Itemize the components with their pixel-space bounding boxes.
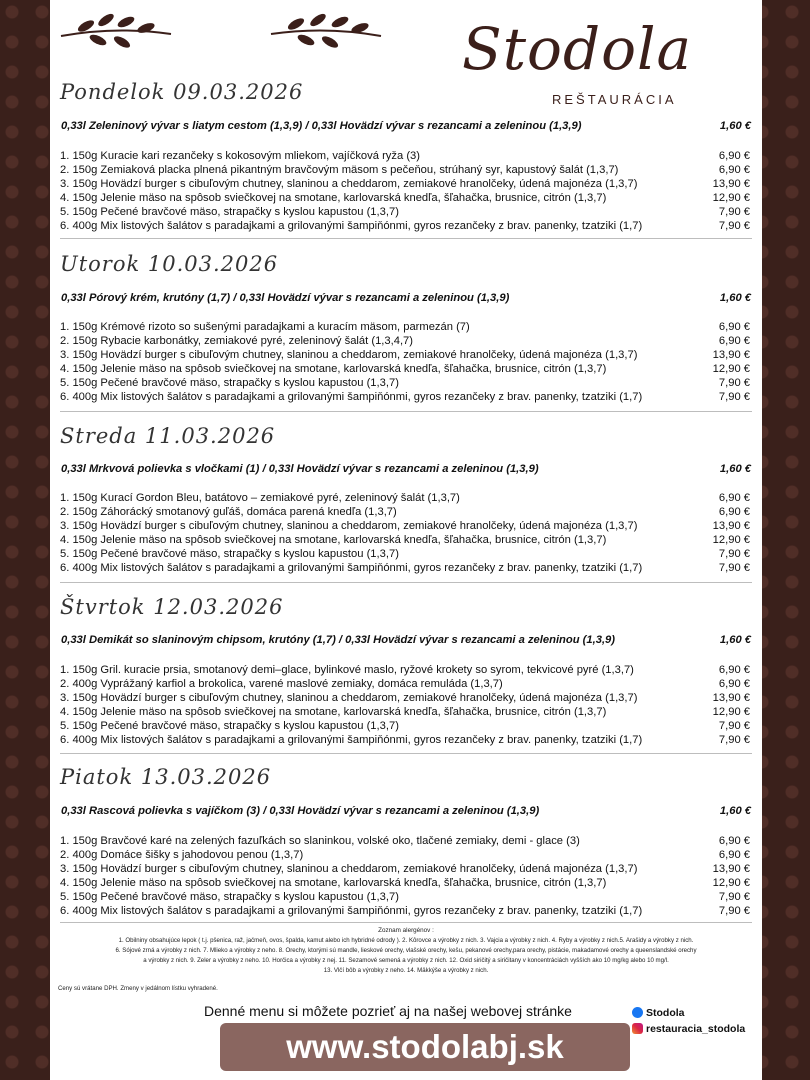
soup-price: 1,60 € [719,292,751,304]
dish-item: 3. 150g Hovädzí burger s cibuľovým chutney, slaninou a cheddarom, zemiakové hranolčeky, údená majonéza (1,3,7) 13,90 € [60,863,750,875]
dish-item: 1. 150g Bravčové karé na zelených fazuľkách so slaninkou, volské oko, tlačené zemiaky, demi - glace (3) 6,90 € [60,835,750,847]
instagram-link[interactable]: restauracia_stodola [632,1023,745,1035]
soup-line [61,805,751,817]
dish-item: 4. 150g Jelenie mäso na spôsob sviečkovej na smotane, karlovarská knedľa, šľahačka, brusnice, citrón (1,3,7) 12,90 € [60,363,750,375]
dish-item: 1. 150g Gril. kuracie prsia, smotanový demi–glace, bylinkové maslo, ryžové krokety so syrom, tekvicové pyré (1,3,7) 6,90 € [60,664,750,676]
day-heading: Streda 11.03.2026 [60,424,276,448]
dish-list [60,491,750,575]
day-heading: Pondelok 09.03.2026 [60,80,304,104]
dish-item: 2. 150g Zemiaková placka plnená pikantným bravčovým mäsom s pečeňou, strúhaný syr, kapustový šalát (1,3,7) 6,90 € [60,164,750,176]
allergen-line: 6. Sójové zrná a výrobky z nich. 7. Mlieko a výrobky z neho. 8. Orechy, ktorými sú mandle, lieskové orechy, vlašské orechy, kešu, pekanové orechy,para orechy, pistácie, makadamové orechy a queenslandské orechy [115,947,697,954]
instagram-icon [632,1023,643,1034]
facebook-link[interactable]: Stodola [632,1007,685,1019]
soup-text: 0,33l Zeleninový vývar s liatym cestom (1,3,9) / 0,33l Hovädzí vývar s rezancami a zeleninou (1,3,9) [61,120,582,132]
brand-subtitle: REŠTAURÁCIA [552,92,677,107]
day-heading: Utorok 10.03.2026 [60,252,279,276]
allergen-title: Zoznam alergénov : [378,927,434,934]
dish-item: 2. 150g Záhorácký smotanový guľáš, domáca parená knedľa (1,3,7) 6,90 € [60,506,750,518]
soup-text: 0,33l Rascová polievka s vajíčkom (3) / 0,33l Hovädzí vývar s rezancami a zeleninou (1,3,9) [61,805,540,817]
soup-line [61,463,751,475]
dish-item: 6. 400g Mix listových šalátov s paradajkami a grilovanými šampiňónmi, gyros rezančeky z brav. panenky, tzatziki (1,7) 7,90 € [60,734,750,746]
allergen-list [54,926,758,976]
dish-item: 4. 150g Jelenie mäso na spôsob sviečkovej na smotane, karlovarská knedľa, šľahačka, brusnice, citrón (1,3,7) 12,90 € [60,534,750,546]
soup-line [61,292,751,304]
section-divider [60,411,752,412]
leaf-branch-icon [56,6,176,56]
dish-item: 4. 150g Jelenie mäso na spôsob sviečkovej na smotane, karlovarská knedľa, šľahačka, brusnice, citrón (1,3,7) 12,90 € [60,706,750,718]
dish-item: 1. 150g Krémové rizoto so sušenými paradajkami a kuracím mäsom, parmezán (7) 6,90 € [60,321,750,333]
leaf-branch-icon [266,6,386,56]
brand-logo: Stodola [462,15,693,83]
dish-item: 5. 150g Pečené bravčové mäso, strapačky s kyslou kapustou (1,3,7) 7,90 € [60,548,750,560]
dish-item: 3. 150g Hovädzí burger s cibuľovým chutney, slaninou a cheddarom, zemiakové hranolčeky, údená majonéza (1,3,7) 13,90 € [60,692,750,704]
dish-item: 6. 400g Mix listových šalátov s paradajkami a grilovanými šampiňónmi, gyros rezančeky z brav. panenky, tzatziki (1,7) 7,90 € [60,220,750,232]
dish-item: 3. 150g Hovädzí burger s cibuľovým chutney, slaninou a cheddarom, zemiakové hranolčeky, údená majonéza (1,3,7) 13,90 € [60,520,750,532]
facebook-icon [632,1007,643,1018]
section-divider [60,922,752,923]
allergen-line: 13. Vlčí bôb a výrobky z neho. 14. Mäkkýše a výrobky z nich. [323,967,489,974]
section-divider [60,582,752,583]
dish-item: 3. 150g Hovädzí burger s cibuľovým chutney, slaninou a cheddarom, zemiakové hranolčeky, údená majonéza (1,3,7) 13,90 € [60,349,750,361]
dish-list [60,663,750,747]
section-divider [60,753,752,754]
website-link[interactable]: www.stodolabj.sk [220,1023,630,1071]
dish-item: 4. 150g Jelenie mäso na spôsob sviečkovej na smotane, karlovarská knedľa, šľahačka, brusnice, citrón (1,3,7) 12,90 € [60,192,750,204]
day-heading: Piatok 13.03.2026 [60,765,272,789]
dish-item: 3. 150g Hovädzí burger s cibuľovým chutney, slaninou a cheddarom, zemiakové hranolčeky, údená majonéza (1,3,7) 13,90 € [60,178,750,190]
section-divider [60,238,752,239]
soup-price: 1,60 € [719,805,751,817]
dish-item: 4. 150g Jelenie mäso na spôsob sviečkovej na smotane, karlovarská knedľa, šľahačka, brusnice, citrón (1,3,7) 12,90 € [60,877,750,889]
dish-item: 6. 400g Mix listových šalátov s paradajkami a grilovanými šampiňónmi, gyros rezančeky z brav. panenky, tzatziki (1,7) 7,90 € [60,391,750,403]
prices-note: Ceny sú vrátane DPH. Zmeny v jedálnom lístku vyhradené. [58,985,218,992]
dish-list [60,149,750,233]
dish-list [60,320,750,404]
dish-item: 5. 150g Pečené bravčové mäso, strapačky s kyslou kapustou (1,3,7) 7,90 € [60,720,750,732]
dish-item: 2. 400g Vyprážaný karfiol a brokolica, varené maslové zemiaky, domáca remuláda (1,3,7) 6,90 € [60,678,750,690]
soup-price: 1,60 € [719,463,751,475]
dish-item: 6. 400g Mix listových šalátov s paradajkami a grilovanými šampiňónmi, gyros rezančeky z brav. panenky, tzatziki (1,7) 7,90 € [60,562,750,574]
soup-line [61,634,751,646]
soup-line [61,120,751,132]
soup-price: 1,60 € [719,634,751,646]
allergen-line: a výrobky z nich. 9. Zeler a výrobky z neho. 10. Horčica a výrobky z nej. 11. Sezamové semená a výrobky z nich. 12. Oxid siričitý a siričitany v koncentráciách vyšších ako 10 mg/kg alebo 10 mg/l. [143,957,669,964]
day-heading: Štvrtok 12.03.2026 [60,595,284,619]
dish-item: 5. 150g Pečené bravčové mäso, strapačky s kyslou kapustou (1,3,7) 7,90 € [60,206,750,218]
dish-item: 1. 150g Kuracie kari rezančeky s kokosovým mliekom, vajíčková ryža (3) 6,90 € [60,150,750,162]
dish-list [60,834,750,918]
dish-item: 2. 400g Domáce šišky s jahodovou penou (1,3,7) 6,90 € [60,849,750,861]
dish-item: 5. 150g Pečené bravčové mäso, strapačky s kyslou kapustou (1,3,7) 7,90 € [60,377,750,389]
soup-text: 0,33l Pórový krém, krutóny (1,7) / 0,33l Hovädzí vývar s rezancami a zeleninou (1,3,9) [61,292,510,304]
dish-item: 5. 150g Pečené bravčové mäso, strapačky s kyslou kapustou (1,3,7) 7,90 € [60,891,750,903]
dish-item: 1. 150g Kurací Gordon Bleu, batátovo – zemiakové pyré, zeleninový šalát (1,3,7) 6,90 € [60,492,750,504]
soup-text: 0,33l Mrkvová polievka s vločkami (1) / 0,33l Hovädzí vývar s rezancami a zeleninou (1,3,9) [61,463,539,475]
web-note: Denné menu si môžete pozrieť aj na našej webovej stránke [204,1003,572,1019]
allergen-line: 1. Obilniny obsahujúce lepok ( t.j. pšenica, raž, jačmeň, ovos, špalda, kamut alebo ich hybridné odrody ). 2. Kôrovce a výrobky z nich. 3. Vajcia a výrobky z nich. 4. Ryby a výrobky z nich.5. Arašidy a výrobky z nich. [118,937,694,944]
soup-price: 1,60 € [719,120,751,132]
dish-item: 6. 400g Mix listových šalátov s paradajkami a grilovanými šampiňónmi, gyros rezančeky z brav. panenky, tzatziki (1,7) 7,90 € [60,905,750,917]
dish-item: 2. 150g Rybacie karbonátky, zemiakové pyré, zeleninový šalát (1,3,4,7) 6,90 € [60,335,750,347]
soup-text: 0,33l Demikát so slaninovým chipsom, krutóny (1,7) / 0,33l Hovädzí vývar s rezancami a zeleninou (1,3,9) [61,634,615,646]
